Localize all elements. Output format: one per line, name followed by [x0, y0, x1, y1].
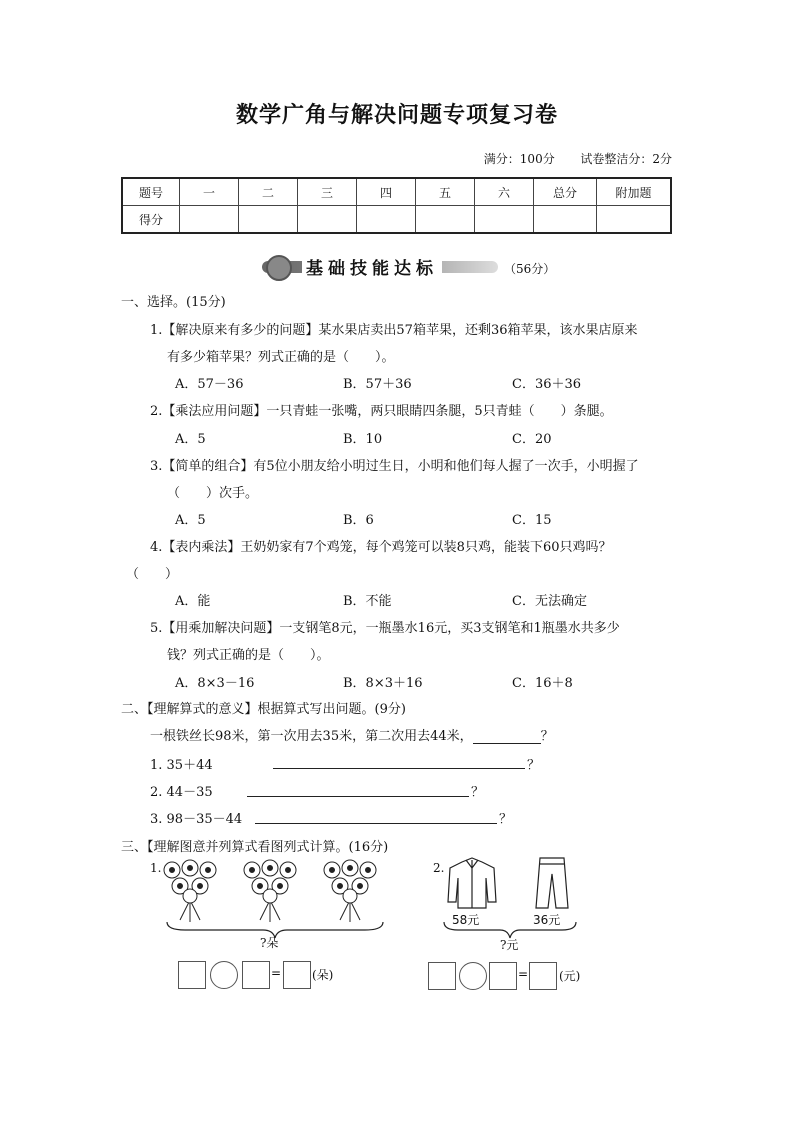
answer-box[interactable] [242, 961, 270, 989]
answer-line[interactable] [255, 823, 497, 824]
score-table [121, 177, 672, 234]
pants-icon [536, 858, 568, 908]
score-info [484, 150, 672, 167]
s2-qmark: ？ [527, 758, 541, 773]
option-b[interactable]: B．8×3＋16 [343, 676, 423, 691]
section3-heading: 三、【理解图意并列算式看图列式计算。(16分) [121, 840, 389, 855]
header-cell: 总分 [534, 178, 597, 206]
score-cell[interactable] [357, 206, 416, 234]
question-5-line1: 5.【用乘加解决问题】一支钢笔8元，一瓶墨水16元，买3支钢笔和1瓶墨水共多少 [150, 621, 620, 636]
question-3-line1: 3.【简单的组合】有5位小朋友给小明过生日，小明和他们每人握了一次手，小明握了 [150, 459, 639, 474]
fig2-question-label: ?元 [500, 938, 519, 952]
banner-title: 基础技能达标 [302, 254, 442, 279]
equals-sign: = [271, 966, 282, 980]
header-cell: 二 [239, 178, 298, 206]
question-1-line1: 1.【解决原来有多少的问题】某水果店卖出57箱苹果，还剩36箱苹果，该水果店原来 [150, 323, 638, 338]
option-c[interactable]: C．16＋8 [512, 676, 573, 691]
score-cell[interactable] [534, 206, 597, 234]
question-4-line2: （ ） [126, 567, 179, 582]
page-title: 数学广角与解决问题专项复习卷 [235, 103, 558, 128]
question-2-line1: 2.【乘法应用问题】一只青蛙一张嘴，两只眼睛四条腿，5只青蛙（ ）条腿。 [150, 404, 613, 419]
s2-item-1: 1. 35＋44 [150, 758, 213, 773]
fig1-question-label: ?朵 [260, 936, 279, 950]
section2-heading: 二、【理解算式的意义】根据算式写出问题。(9分) [121, 702, 406, 717]
option-b[interactable]: B．6 [343, 513, 374, 528]
header-cell: 五 [416, 178, 475, 206]
equals-sign: = [518, 967, 529, 981]
banner-points: （56分） [504, 262, 556, 276]
question-3-line2: （ ）次手。 [167, 486, 259, 501]
option-c[interactable]: C．15 [512, 513, 552, 528]
header-cell: 三 [298, 178, 357, 206]
score-cell[interactable] [416, 206, 475, 234]
header-cell: 六 [475, 178, 534, 206]
option-b[interactable]: B．不能 [343, 594, 392, 609]
operator-circle[interactable] [459, 962, 487, 990]
operator-circle[interactable] [210, 961, 238, 989]
header-cell: 一 [180, 178, 239, 206]
option-a[interactable]: A．能 [175, 594, 211, 609]
shirt-price: 58元 [452, 913, 480, 927]
score-table-header-row [122, 178, 671, 206]
answer-box[interactable] [529, 962, 557, 990]
section-banner [262, 252, 556, 280]
question-1-line2: 有多少箱苹果？列式正确的是（ ）。 [167, 350, 395, 365]
neatness-score: 试卷整洁分：2分 [580, 152, 672, 166]
fig1-unit: (朵) [312, 968, 334, 982]
option-b[interactable]: B．57＋36 [343, 377, 412, 392]
fig2-number: 2. [433, 861, 445, 875]
score-table-score-row [122, 206, 671, 234]
option-a[interactable]: A．8×3－16 [175, 676, 255, 691]
s2-item-3: 3. 98－35－44 [150, 812, 243, 827]
score-cell[interactable] [298, 206, 357, 234]
full-score: 满分：100分 [483, 152, 555, 166]
header-cell: 题号 [122, 178, 180, 206]
section1-heading: 一、选择。(15分) [121, 295, 226, 310]
option-b[interactable]: B．10 [343, 432, 383, 447]
option-c[interactable]: C．36＋36 [512, 377, 582, 392]
intro-blank[interactable] [473, 729, 541, 744]
score-cell[interactable] [475, 206, 534, 234]
fig1-number: 1. [150, 861, 162, 875]
answer-box[interactable] [283, 961, 311, 989]
option-a[interactable]: A．5 [175, 432, 206, 447]
answer-box[interactable] [489, 962, 517, 990]
score-row-label: 得分 [122, 206, 180, 234]
s2-qmark: ？ [471, 785, 485, 800]
answer-line[interactable] [273, 768, 525, 769]
answer-box[interactable] [178, 961, 206, 989]
intro-text: 一根铁丝长98米，第一次用去35米，第二次用去44米， [150, 729, 473, 744]
fig2-unit: (元) [559, 969, 581, 983]
flower-bouquet-icon [164, 860, 376, 922]
option-a[interactable]: A．5 [175, 513, 206, 528]
pants-price: 36元 [533, 913, 561, 927]
shirt-icon [448, 858, 496, 908]
option-a[interactable]: A．57－36 [175, 377, 244, 392]
header-cell: 四 [357, 178, 416, 206]
s2-qmark: ？ [499, 812, 513, 827]
question-4-line1: 4.【表内乘法】王奶奶家有7个鸡笼，每个鸡笼可以装8只鸡，能装下60只鸡吗？ [150, 540, 612, 555]
section2-intro [150, 725, 554, 744]
header-cell: 附加题 [597, 178, 672, 206]
score-cell[interactable] [180, 206, 239, 234]
score-cell[interactable] [597, 206, 672, 234]
score-cell[interactable] [239, 206, 298, 234]
intro-qmark: ？ [540, 729, 554, 744]
option-c[interactable]: C．无法确定 [512, 594, 587, 609]
s2-item-2: 2. 44－35 [150, 785, 213, 800]
answer-box[interactable] [428, 962, 456, 990]
answer-line[interactable] [247, 796, 469, 797]
option-c[interactable]: C．20 [512, 432, 552, 447]
planet-icon [266, 255, 292, 281]
question-5-line2: 钱？列式正确的是（ ）。 [167, 648, 330, 663]
